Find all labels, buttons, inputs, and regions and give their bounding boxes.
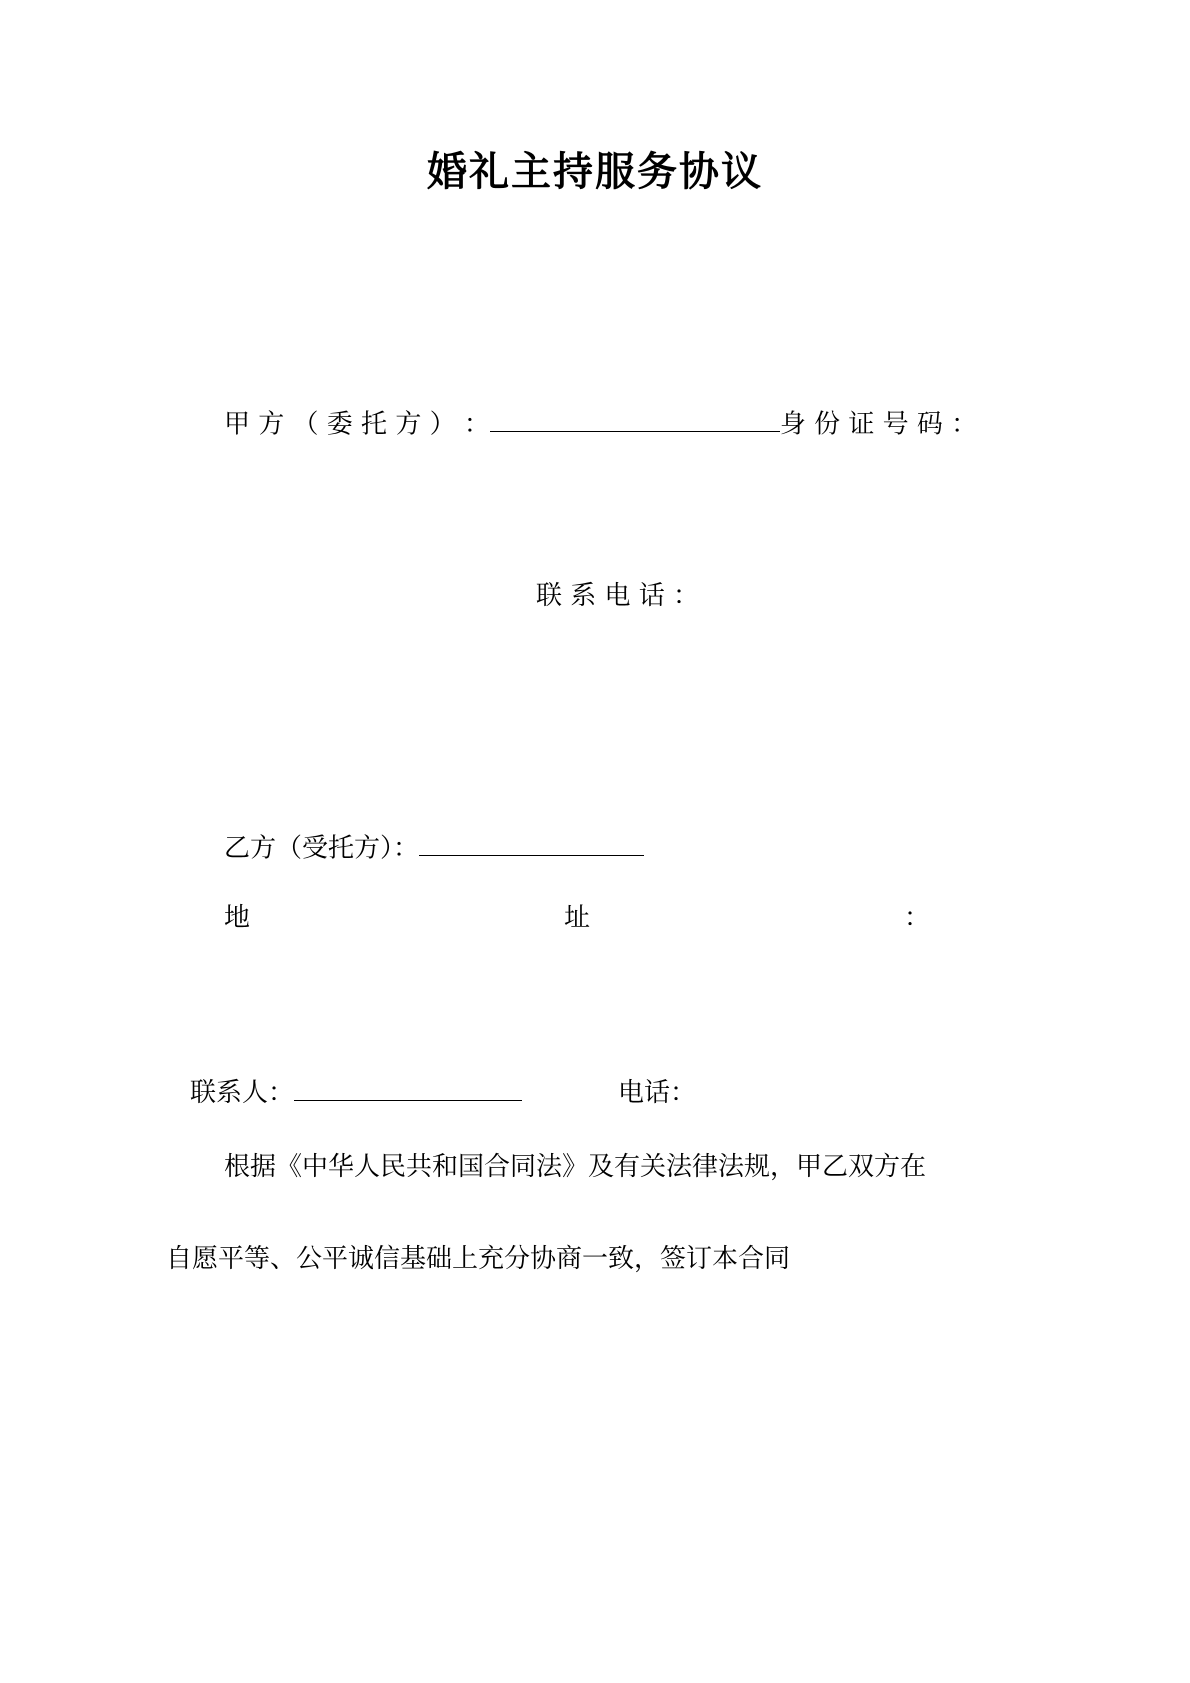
preamble-line-2: 自愿平等、公平诚信基础上充分协商一致，签订本合同 [166, 1244, 791, 1274]
address-label-center: 址 [563, 903, 590, 933]
contact-person-label: 联系人： [190, 1078, 295, 1109]
party-b-name-blank[interactable] [419, 828, 644, 856]
address-label-colon: ： [903, 903, 930, 933]
party-a-name-blank[interactable] [490, 404, 780, 432]
party-a-id-label: 身 份 证 号 码 ： [779, 409, 978, 440]
party-a-phone-row [536, 578, 699, 614]
page-title: 婚礼主持服务协议 [427, 149, 763, 195]
party-a-label: 甲 方 （ 委 托 方 ） ： [224, 409, 490, 440]
address-row [224, 900, 930, 936]
address-label-left: 地 [224, 903, 251, 933]
preamble-line-1: 根据《中华人民共和国合同法》及有关法律法规，甲乙双方在 [224, 1152, 927, 1182]
party-a-row [224, 404, 977, 443]
party-a-phone-label: 联 系 电 话 ： [536, 581, 700, 611]
contact-person-blank[interactable] [294, 1073, 522, 1101]
party-b-label: 乙方（受托方）： [224, 833, 420, 864]
party-b-row [224, 828, 644, 867]
contact-phone-label: 电话： [618, 1078, 697, 1109]
contact-person-row [190, 1073, 696, 1112]
